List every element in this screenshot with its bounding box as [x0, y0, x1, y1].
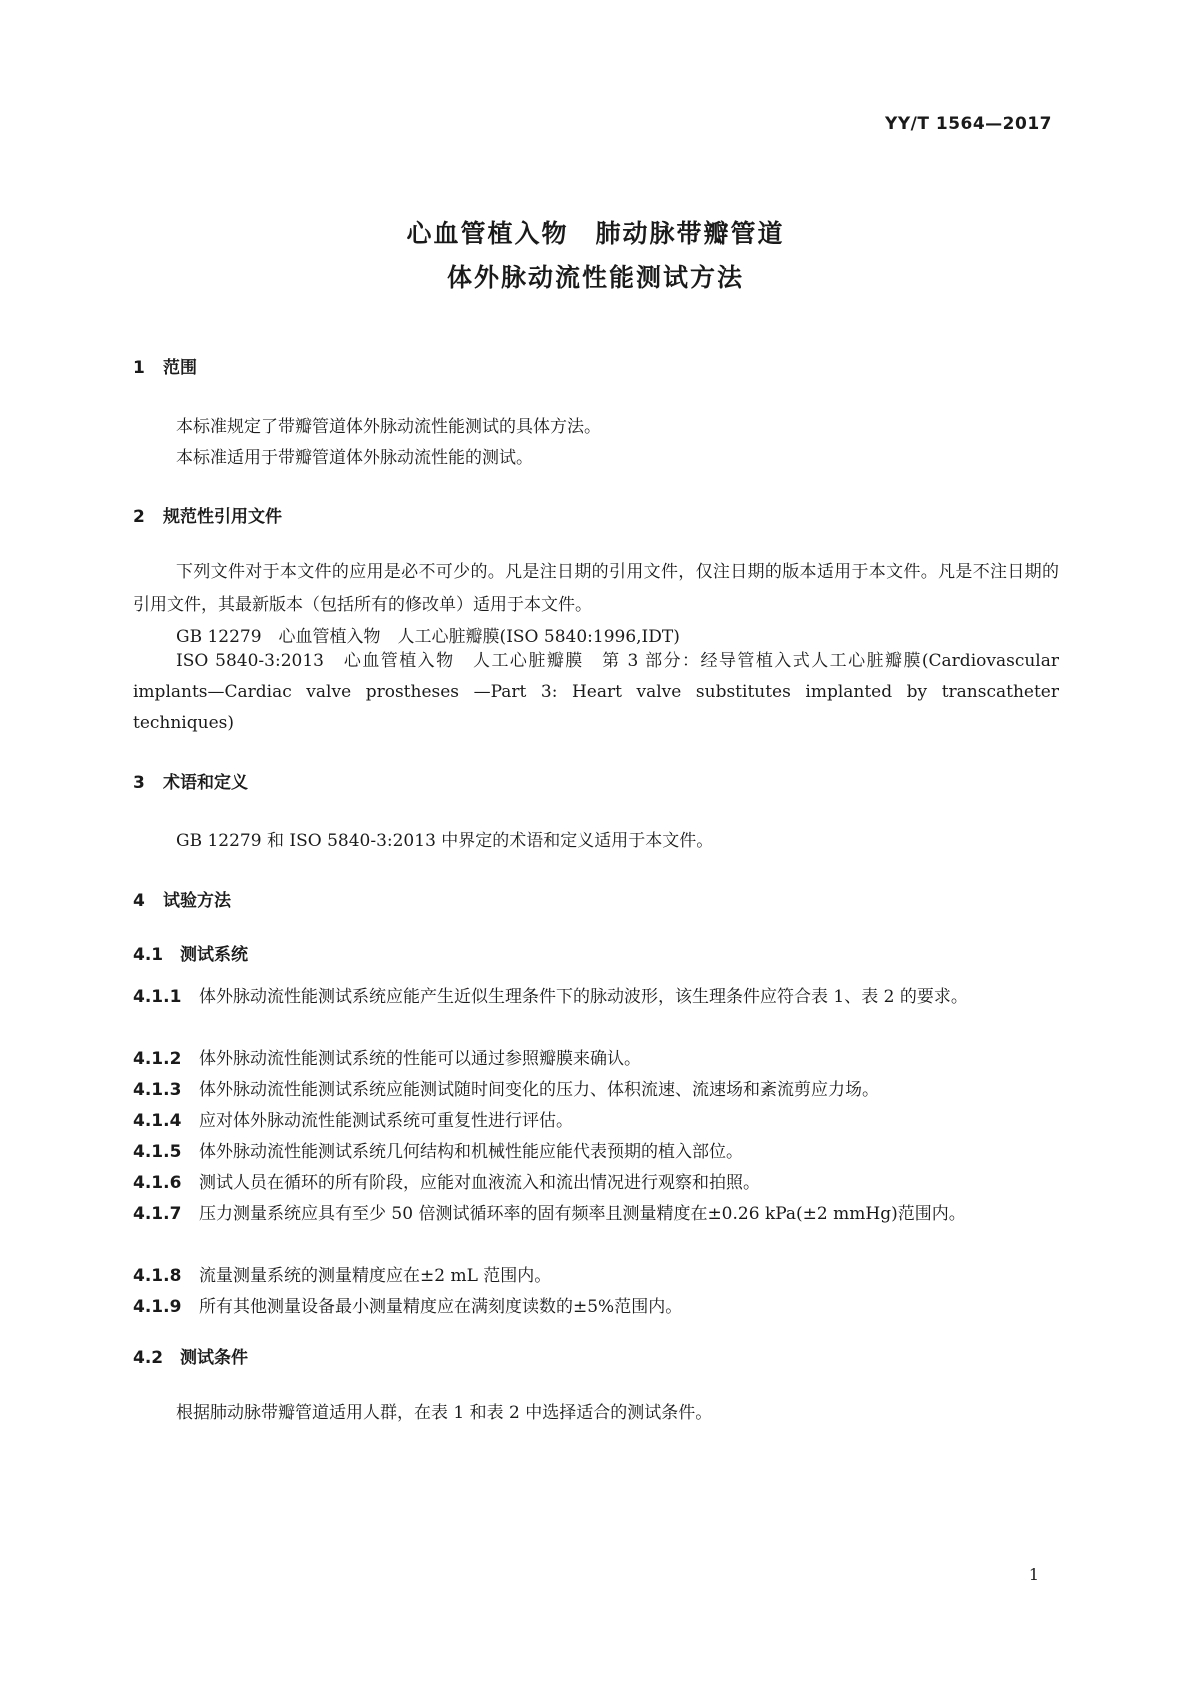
subsection-number: 4.1 [133, 945, 164, 965]
clause-4-1-5 [133, 1137, 1059, 1168]
clause-text: 流量测量系统的测量精度应在±2 mL 范围内。 [199, 1266, 552, 1286]
section-3-paragraph: GB 12279 和 ISO 5840-3:2013 中界定的术语和定义适用于本文件。 [176, 831, 714, 851]
section-number: 3 [133, 773, 145, 793]
reference-iso5840-3: ISO 5840-3:2013 心血管植入物 人工心脏瓣膜 第 3 部分：经导管植入式人工心脏瓣膜(Cardiovascular implants—Cardiac valve prostheses —Part 3: Heart valve substitutes implanted by transcatheter techniques) [133, 651, 1059, 733]
clause-4-1-6 [133, 1168, 1059, 1199]
clause-text: 所有其他测量设备最小测量精度应在满刻度读数的±5%范围内。 [199, 1297, 683, 1317]
section-1-paragraph-2: 本标准适用于带瓣管道体外脉动流性能的测试。 [176, 448, 533, 468]
clause-number: 4.1.1 [133, 987, 182, 1007]
section-1-paragraph-1: 本标准规定了带瓣管道体外脉动流性能测试的具体方法。 [176, 417, 601, 437]
reference-gb12279: GB 12279 心血管植入物 人工心脏瓣膜(ISO 5840:1996,IDT) [176, 627, 680, 647]
subsection-title: 测试条件 [180, 1348, 248, 1368]
clause-text: 应对体外脉动流性能测试系统可重复性进行评估。 [199, 1111, 573, 1131]
clause-text: 体外脉动流性能测试系统应能产生近似生理条件下的脉动波形，该生理条件应符合表 1、表 2 的要求。 [199, 987, 968, 1007]
subsection-number: 4.2 [133, 1348, 164, 1368]
section-2-paragraph: 下列文件对于本文件的应用是必不可少的。凡是注日期的引用文件，仅注日期的版本适用于本文件。凡是不注日期的引用文件，其最新版本（包括所有的修改单）适用于本文件。 [133, 562, 1059, 615]
clause-4-1-2 [133, 1044, 1059, 1075]
clause-number: 4.1.7 [133, 1204, 182, 1224]
section-number: 2 [133, 507, 145, 527]
subsection-4-1-heading [133, 940, 248, 965]
document-title-line1: 心血管植入物 肺动脉带瓣管道 [406, 219, 785, 248]
document-title-line2: 体外脉动流性能测试方法 [446, 263, 744, 292]
clause-4-1-4 [133, 1106, 1059, 1137]
clause-number: 4.1.8 [133, 1266, 182, 1286]
clause-4-1-1 [133, 982, 1059, 1013]
subsection-4-2-paragraph: 根据肺动脉带瓣管道适用人群，在表 1 和表 2 中选择适合的测试条件。 [176, 1403, 713, 1423]
section-2-heading [133, 502, 282, 527]
clause-4-1-7 [133, 1199, 1059, 1230]
section-4-heading [133, 886, 231, 911]
clause-text: 体外脉动流性能测试系统几何结构和机械性能应能代表预期的植入部位。 [199, 1142, 743, 1162]
clause-text: 体外脉动流性能测试系统应能测试随时间变化的压力、体积流速、流速场和紊流剪应力场。 [199, 1080, 879, 1100]
section-3-heading [133, 768, 248, 793]
page-number: 1 [1028, 1565, 1039, 1584]
clause-number: 4.1.2 [133, 1049, 182, 1069]
section-number: 1 [133, 358, 145, 378]
clause-4-1-8 [133, 1261, 1059, 1292]
section-number: 4 [133, 891, 145, 911]
section-title: 试验方法 [163, 891, 231, 911]
clause-4-1-3 [133, 1075, 1059, 1106]
clause-number: 4.1.5 [133, 1142, 182, 1162]
clause-text: 体外脉动流性能测试系统的性能可以通过参照瓣膜来确认。 [199, 1049, 641, 1069]
section-1-heading [133, 353, 197, 378]
clause-text: 测试人员在循环的所有阶段，应能对血液流入和流出情况进行观察和拍照。 [199, 1173, 760, 1193]
section-title: 术语和定义 [163, 773, 248, 793]
clause-number: 4.1.9 [133, 1297, 182, 1317]
clause-number: 4.1.3 [133, 1080, 182, 1100]
section-title: 范围 [163, 358, 197, 378]
clause-number: 4.1.6 [133, 1173, 182, 1193]
subsection-4-2-heading [133, 1343, 248, 1368]
subsection-title: 测试系统 [180, 945, 248, 965]
section-title: 规范性引用文件 [163, 507, 282, 527]
clause-number: 4.1.4 [133, 1111, 182, 1131]
standard-code: YY/T 1564—2017 [885, 114, 1052, 134]
clause-text: 压力测量系统应具有至少 50 倍测试循环率的固有频率且测量精度在±0.26 kPa(±2 mmHg)范围内。 [199, 1204, 966, 1224]
clause-4-1-9 [133, 1292, 1059, 1323]
